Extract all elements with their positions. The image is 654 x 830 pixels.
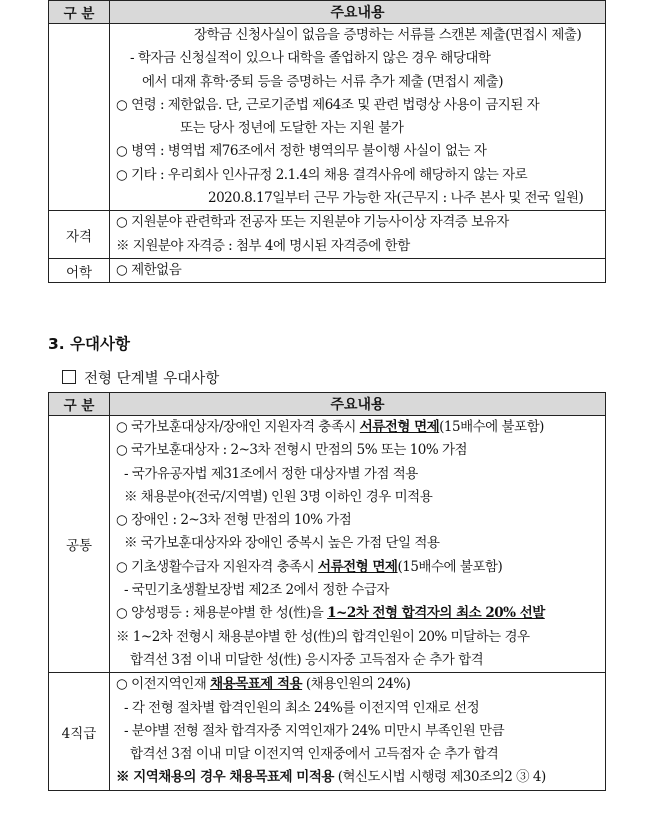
preference-table [48, 392, 606, 791]
language-cell [110, 258, 606, 282]
common-cell [110, 416, 606, 673]
line-text: (혁신도시법 시행령 제30조의2 ③ 4) [333, 769, 546, 786]
header-content: 주요내용 [110, 393, 606, 416]
grade4-cell [110, 673, 606, 790]
subheading-text: 전형 단계별 우대사항 [84, 371, 220, 387]
common-line: ※ 1~2차 전형시 채용분야별 한 성(性)의 합격인원이 20% 미달하는 경우 [116, 628, 530, 645]
common-line: - 국민기초생활보장법 제2조 2에서 정한 수급자 [124, 582, 389, 599]
line-text: ○ 기초생활수급자 지원자격 충족시 [116, 558, 319, 575]
line-text: (15배수에 불포함) [397, 558, 503, 575]
emphasis-text: ※ 지역채용의 경우 채용목표제 미적용 [116, 769, 334, 786]
header-category: 구 분 [49, 393, 110, 416]
common-line: ※ 채용분야(전국/지역별) 인원 3명 이하인 경우 미적용 [124, 488, 433, 505]
checkbox-icon [62, 370, 76, 384]
language-label: 어학 [49, 258, 110, 282]
qual-content-cell [110, 24, 606, 211]
license-cell [110, 211, 606, 259]
grade4-label: 4직급 [49, 673, 110, 790]
header-content: 주요내용 [110, 1, 606, 24]
line-text: ○ 이전지역인재 [116, 676, 211, 693]
qualification-table [48, 0, 606, 283]
line-text: ○ 양성평등 : 채용분야별 한 성(性)을 [116, 605, 328, 622]
qual-line: ○ 기타 : 우리회사 인사규정 2.1.4의 채용 결격사유에 해당하지 않는 자로 [116, 166, 528, 183]
grade4-line [110, 673, 605, 696]
common-line [110, 556, 605, 579]
license-line: ○ 지원분야 관련학과 전공자 또는 지원분야 기능사이상 자격증 보유자 [116, 214, 509, 231]
grade4-line: - 분야별 전형 절차 합격자중 지역인재가 24% 미만시 부족인원 만큼 [124, 722, 505, 739]
qual-line: 또는 당사 정년에 도달한 자는 지원 불가 [180, 120, 404, 137]
license-line: ※ 지원분야 자격증 : 첨부 4에 명시된 자격증에 한함 [116, 237, 410, 254]
grade4-line: - 각 전형 절차별 합격인원의 최소 24%를 이전지역 인재로 선정 [124, 699, 480, 716]
common-line: 합격선 3점 이내 미달한 성(性) 응시자중 고득점자 순 추가 합격 [130, 651, 484, 668]
qual-line: - 학자금 신청실적이 있으나 대학을 졸업하지 않은 경우 해당대학 [130, 50, 491, 67]
common-line [110, 602, 605, 625]
qual-line: ○ 연령 : 제한없음. 단, 근로기준법 제64조 및 관련 법령상 사용이 금지된 자 [116, 96, 540, 113]
grade4-line: 합격선 3점 이내 미달 이전지역 인재중에서 고득점자 순 추가 합격 [130, 746, 499, 763]
common-line [110, 416, 605, 439]
qual-line: 2020.8.17일부터 근무 가능한 자(근무지 : 나주 본사 및 전국 일원) [208, 190, 584, 207]
grade4-line [110, 766, 605, 789]
emphasis-text: 채용목표제 적용 [210, 676, 303, 693]
qual-line: 에서 대재 휴학·중퇴 등을 증명하는 서류 추가 제출 (면접시 제출) [142, 73, 503, 90]
emphasis-text: 서류전형 면제 [359, 419, 440, 435]
section-heading: 3. 우대사항 [48, 335, 130, 353]
emphasis-text: 1~2차 전형 합격자의 최소 20% 선발 [327, 605, 545, 622]
line-text: (채용인원의 24%) [302, 676, 411, 693]
common-line: ○ 장애인 : 2~3차 전형 만점의 10% 가점 [116, 512, 352, 529]
section-subheading [62, 367, 219, 388]
language-line: ○ 제한없음 [116, 261, 182, 278]
common-line: ○ 국가보훈대상자 : 2~3차 전형시 만점의 5% 또는 10% 가점 [116, 442, 468, 459]
common-label: 공통 [49, 416, 110, 673]
license-label: 자격 [49, 211, 110, 259]
common-line: - 국가유공자법 제31조에서 정한 대상자별 가점 적용 [124, 465, 418, 482]
emphasis-text: 서류전형 면제 [318, 558, 398, 575]
qual-label-cell [49, 24, 110, 211]
qual-line: 장학금 신청사실이 없음을 증명하는 서류를 스캔본 제출(면접시 제출) [194, 27, 582, 43]
line-text: (15배수에 불포함) [439, 419, 544, 435]
header-category: 구 분 [49, 1, 110, 24]
line-text: ○ 국가보훈대상자/장애인 지원자격 충족시 [116, 419, 360, 435]
qual-line: ○ 병역 : 병역법 제76조에서 정한 병역의무 불이행 사실이 없는 자 [116, 143, 487, 160]
common-line: ※ 국가보훈대상자와 장애인 중복시 높은 가점 단일 적용 [124, 535, 440, 552]
